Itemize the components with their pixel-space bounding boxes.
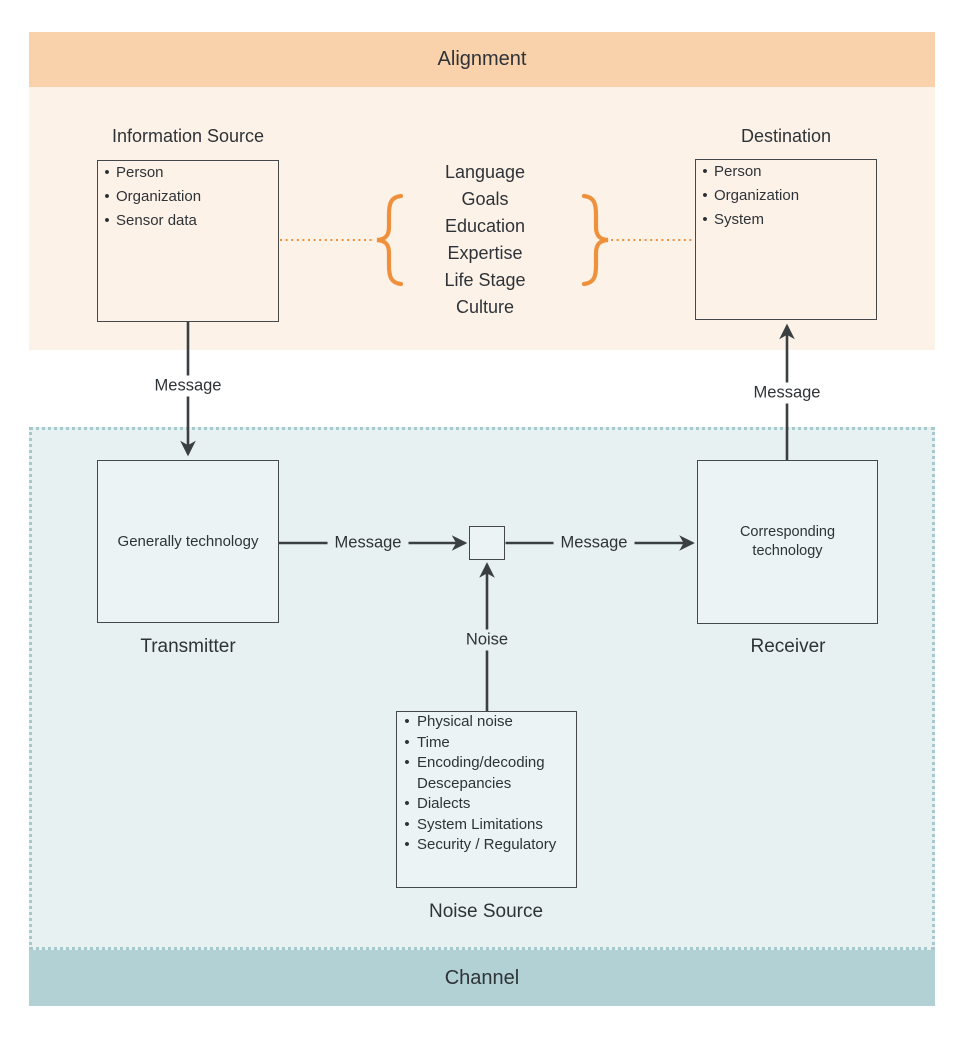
factor-line: Goals xyxy=(461,189,509,209)
bullet-dot: • xyxy=(404,836,410,853)
bullet-dot: • xyxy=(404,815,410,833)
list-item-label: Organization xyxy=(116,188,202,205)
list-item-label: Encoding/decoding xyxy=(417,754,545,771)
bullet-dot: • xyxy=(404,754,410,771)
transmitter-box xyxy=(97,460,279,623)
list-item xyxy=(397,835,576,856)
destination-title: Destination xyxy=(740,126,832,146)
edge-label-noise: Noise xyxy=(459,630,515,651)
noise-source-list xyxy=(397,712,576,856)
transmitter-caption: Transmitter xyxy=(140,636,236,657)
channel-band-label: Channel xyxy=(444,966,520,989)
edge-label-message-transmitter-junction: Message xyxy=(328,533,409,554)
list-item xyxy=(696,160,876,184)
noise-junction-box xyxy=(469,526,505,560)
edge-label-message-source-transmitter: Message xyxy=(148,376,229,397)
list-item xyxy=(397,753,576,774)
receiver-box xyxy=(697,460,878,624)
alignment-band-label: Alignment xyxy=(437,48,527,70)
destination-box xyxy=(695,159,877,320)
list-item-label: Organization xyxy=(714,187,800,204)
list-item-label: System Limitations xyxy=(417,815,543,833)
noise-source-box xyxy=(396,711,577,888)
channel-band xyxy=(29,950,935,1006)
list-item xyxy=(397,815,576,836)
list-item xyxy=(696,184,876,208)
list-item-label: Person xyxy=(714,163,762,180)
alignment-band xyxy=(29,32,935,87)
list-item xyxy=(696,208,876,232)
list-item xyxy=(397,794,576,815)
list-item-label: Descepancies xyxy=(417,774,512,792)
list-item-label: Security / Regulatory xyxy=(417,836,557,853)
list-item xyxy=(98,185,278,209)
transmitter-content: Generally technology xyxy=(117,533,259,550)
list-item-continuation xyxy=(397,774,576,795)
info-source-title: Information Source xyxy=(111,126,265,146)
info-source-box xyxy=(97,160,279,322)
list-item-label: Physical noise xyxy=(417,713,513,730)
bullet-dot: • xyxy=(702,211,708,228)
list-item xyxy=(397,733,576,754)
bullet-dot: • xyxy=(104,164,110,181)
bullet-dot: • xyxy=(702,163,708,180)
bullet-dot: • xyxy=(104,212,110,229)
bullet-dot: • xyxy=(404,713,410,730)
list-item-label: Person xyxy=(116,164,164,181)
list-item xyxy=(98,161,278,185)
list-item-label: Dialects xyxy=(417,795,471,812)
factor-line: Culture xyxy=(455,297,515,317)
list-item xyxy=(98,209,278,233)
list-item-label: Sensor data xyxy=(116,212,197,229)
list-item-label: Time xyxy=(417,733,450,751)
alignment-factors-list xyxy=(385,159,585,321)
list-item-label: System xyxy=(714,211,765,228)
bullet-dot: • xyxy=(404,733,410,751)
factor-line: Language xyxy=(444,162,526,182)
noise-source-caption: Noise Source xyxy=(428,901,544,922)
list-item xyxy=(397,712,576,733)
info-source-list xyxy=(98,161,278,233)
bullet-dot: • xyxy=(404,795,410,812)
edge-label-message-junction-receiver: Message xyxy=(554,533,635,554)
bullet-dot: • xyxy=(104,188,110,205)
receiver-caption: Receiver xyxy=(750,636,826,657)
factor-line: Expertise xyxy=(447,243,523,263)
factor-line: Life Stage xyxy=(444,270,526,290)
receiver-content: Corresponding technology xyxy=(739,524,836,559)
edge-label-message-receiver-destination: Message xyxy=(747,383,828,404)
factor-line: Education xyxy=(444,216,526,236)
bullet-spacer xyxy=(397,774,417,795)
destination-list xyxy=(696,160,876,232)
bullet-dot: • xyxy=(702,187,708,204)
